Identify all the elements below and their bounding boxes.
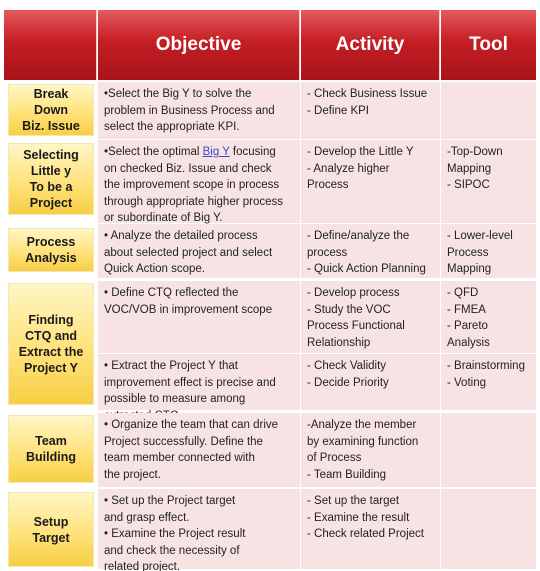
activity-cell: - Develop the Little Y - Analyze higher Process	[301, 140, 440, 223]
stage-label-selecting-little-y: Selecting Little y To be a Project	[8, 143, 94, 215]
objective-text: focusing on checked Biz. Issue and check the improvement scope in process through appropriate higher process or subordinate of Big Y.	[104, 146, 284, 224]
activity-cell-secondary: - Check Validity - Decide Priority	[301, 354, 440, 410]
activity-cell: - Check Business Issue - Define KPI	[301, 82, 440, 139]
activity-cell: - Define/analyze the process - Quick Action Planning	[301, 224, 440, 278]
objective-cell: •Select the Big Y to solve the problem in Business Process and select the appropriate KPI.	[98, 82, 300, 139]
objective-cell: • Define CTQ reflected the VOC/VOB in improvement scope	[98, 281, 300, 353]
activity-cell: -Analyze the member by examining function of Process - Team Building	[301, 413, 440, 487]
stage-label-process-analysis: Process Analysis	[8, 228, 94, 272]
tool-cell: - QFD - FMEA - Pareto Analysis	[441, 281, 536, 353]
objective-cell: • Analyze the detailed process about selected project and select Quick Action scope.	[98, 224, 300, 278]
stage-label-team-building: Team Building	[8, 415, 94, 483]
objective-cell-secondary: • Extract the Project Y that improvement effect is precise and possible to measure among	[98, 354, 300, 410]
objective-cell: • Set up the Project target and grasp effect. • Examine the Project result and check the necessity of related project.	[98, 489, 300, 569]
objective-cell: • Organize the team that can drive Project successfully. Define the team member connected with the project.	[98, 413, 300, 487]
stage-label-break-down: Break Down Biz. Issue	[8, 84, 94, 136]
header-tool: Tool	[441, 10, 536, 80]
objective-cell	[98, 140, 300, 223]
header-stage-cell	[4, 10, 97, 80]
tool-cell-secondary: - Brainstorming - Voting	[441, 354, 536, 410]
tool-cell	[441, 413, 536, 487]
big-y-link[interactable]: Big Y	[202, 146, 230, 158]
tool-cell	[441, 82, 536, 139]
stage-label-finding-ctq: Finding CTQ and Extract the Project Y	[8, 283, 94, 405]
stage-label-setup-target: Setup Target	[8, 492, 94, 567]
tool-cell: - Lower-level Process Mapping	[441, 224, 536, 278]
objective-text: •Select the optimal	[104, 146, 203, 158]
activity-cell: - Develop process - Study the VOC Process Functional Relationship	[301, 281, 440, 353]
header-objective: Objective	[98, 10, 300, 80]
tool-cell	[441, 489, 536, 569]
activity-cell: - Set up the target - Examine the result - Check related Project	[301, 489, 440, 569]
tool-cell: -Top-Down Mapping - SIPOC	[441, 140, 536, 223]
header-activity: Activity	[301, 10, 440, 80]
